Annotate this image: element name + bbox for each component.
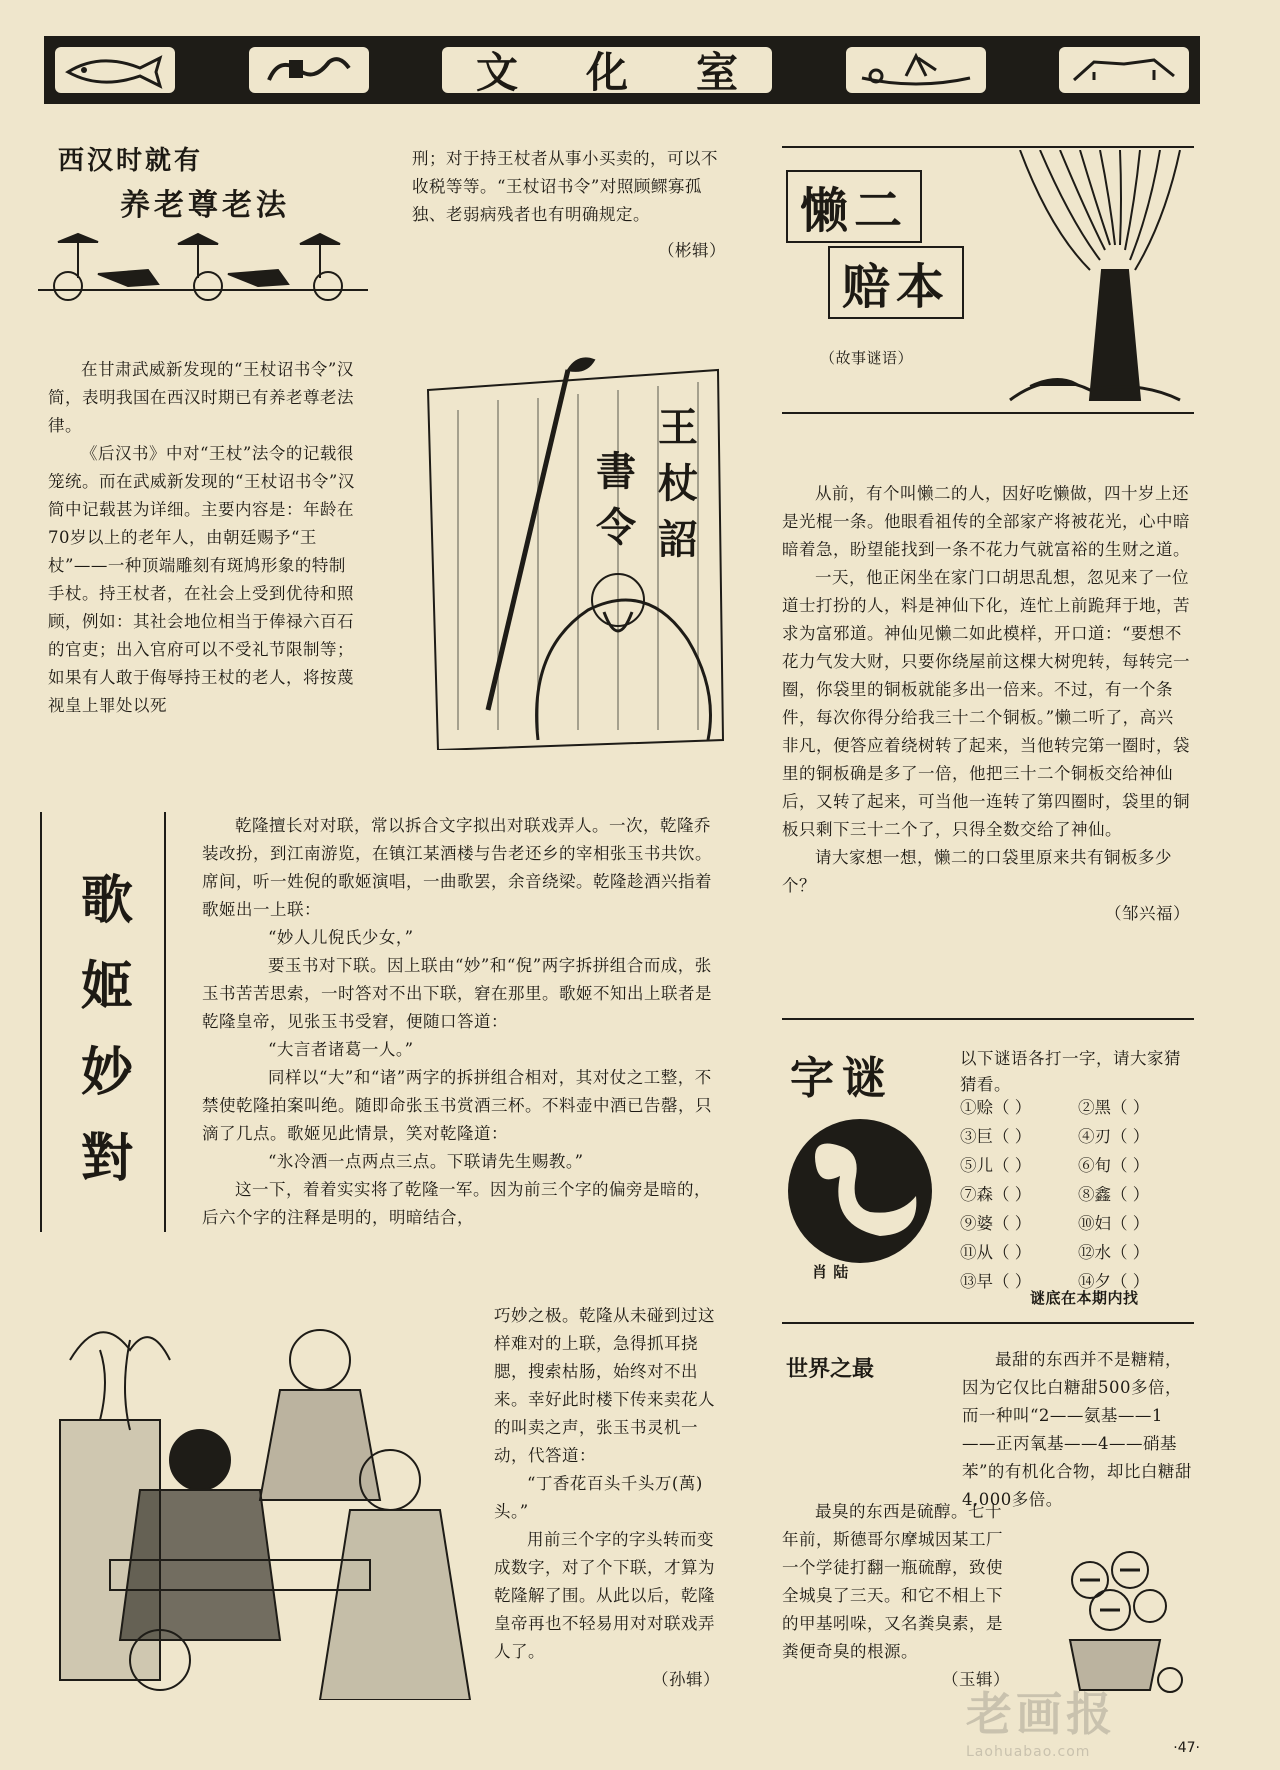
watermark-url: Laohuabao.com <box>966 1744 1091 1760</box>
article5-signature: （玉辑） <box>942 1670 1010 1689</box>
staff-label-char: 令 <box>596 504 636 551</box>
article2-title-char: 妙 <box>80 1042 133 1103</box>
watermark <box>966 1678 1116 1760</box>
article3-bottom-rule <box>782 412 1194 414</box>
riddle-item: ⑬早（ ） <box>960 1272 1032 1291</box>
banner-animal-icon <box>1059 47 1189 93</box>
article5-title: 世界之最 <box>786 1357 875 1382</box>
article1-title-line1: 西汉时就有 <box>58 146 204 176</box>
banner-title-char: 室 <box>695 48 738 97</box>
article1-body <box>48 356 356 720</box>
banner-title-char: 化 <box>585 48 628 97</box>
article3-signature: （邹兴福） <box>1105 904 1190 923</box>
banner-title <box>442 47 772 97</box>
article1-signature: （彬辑） <box>658 241 726 260</box>
article2-paragraph: 要玉书对下联。因上联由“妙”和“倪”两字拆拼组合而成，张玉书苦苦思索，一时答对不出下联，窘在那里。歌姬不知出上联者是乾隆皇帝，见张玉书受窘，便随口答道： <box>202 956 712 1031</box>
article2-couplet: “氷冷酒一点两点三点。下联请先生赐教。” <box>268 1152 584 1171</box>
banner-ornament-icon <box>249 47 369 93</box>
article1-continuation <box>412 145 726 265</box>
riddle-item: ④刃（ ） <box>1078 1127 1150 1146</box>
article3-paragraph: 请大家想一想，懒二的口袋里原来共有铜板多少个？ <box>782 848 1172 895</box>
article2-title-char: 歌 <box>80 870 133 931</box>
article4-intro: 以下谜语各打一字，请大家猜猜看。 <box>960 1049 1181 1094</box>
riddle-item: ⑫水（ ） <box>1078 1243 1150 1262</box>
riddle-item: ⑪从（ ） <box>960 1243 1032 1262</box>
article2-title-char: 姬 <box>80 956 133 1017</box>
article2-title-rule <box>164 812 166 1232</box>
banner-fish-icon <box>55 47 175 93</box>
article2-body <box>202 812 722 1232</box>
article4-footer: 谜底在本期内找 <box>1030 1289 1139 1307</box>
article5-paragraph: 最甜的东西并不是糖精，因为它仅比白糖甜500多倍，而一种叫“2——氨基——1——正丙氧基——4——硝基苯”的有机化合物，却比白糖甜4,000多倍。 <box>962 1350 1192 1509</box>
swan-emblem-illustration <box>780 1116 940 1266</box>
article2-couplet: “大言者诸葛一人。” <box>268 1040 414 1059</box>
article2-title-char: 對 <box>80 1128 133 1189</box>
riddle-item: ①赊（ ） <box>960 1098 1032 1117</box>
section-banner <box>44 36 1200 104</box>
article2-couplet: “丁香花百头千头万(萬)头。” <box>494 1474 703 1521</box>
article2-couplet: “妙人儿倪氏少女，” <box>268 928 414 947</box>
staff-label-col1 <box>658 400 704 568</box>
riddle-item: ⑨婆（ ） <box>960 1214 1032 1233</box>
article2-title <box>62 858 152 1202</box>
article3-paragraph: 从前，有个叫懒二的人，因好吃懒做，四十岁上还是光棍一条。他眼看祖传的全部家产将被花光，心中暗暗着急，盼望能找到一条不花力气就富裕的生财之道。 <box>782 484 1190 559</box>
riddle-item: ⑧鑫（ ） <box>1078 1185 1150 1204</box>
article2-paragraph: 同样以“大”和“诸”两字的拆拼组合相对，其对仗之工整，不禁使乾隆拍案叫绝。随即命张玉书赏酒三杯。不料壶中酒已告罄，只滴了几点。歌姬见此情景，笑对乾隆道： <box>202 1068 712 1143</box>
article1-continuation-text: 刑；对于持王杖者从事小买卖的，可以不收税等等。“王杖诏书令”对照顾鳏寡孤独、老弱病残者也有明确规定。 <box>412 149 718 224</box>
article2-narrow-body <box>494 1302 720 1694</box>
article2-paragraph: 巧妙之极。乾隆从未碰到过这样难对的上联，急得抓耳挠腮，搜索枯肠，始终对不出来。幸好此时楼下传来卖花人的叫卖之声，张玉书灵机一动，代答道： <box>494 1306 715 1465</box>
article2-signature: （孙辑） <box>652 1670 720 1689</box>
article3-top-rule <box>782 146 1194 148</box>
article1-paragraph: 在甘肃武威新发现的“王杖诏书令”汉简，表明我国在西汉时期已有养老尊老法律。 <box>48 360 354 435</box>
article1-paragraph: 《后汉书》中对“王杖”法令的记载很笼统。而在武威新发现的“王杖诏书令”汉简中记载甚为详细。主要内容是：年龄在70岁以上的老年人，由朝廷赐予“王杖”——一种顶端雕刻有斑鸠形象的特制手杖。持王杖者，在社会上受到优待和照顾，例如：其社会地位相当于俸禄六百石的官吏；出入官府可以不受礼节限制等；如果有人敢于侮辱持王杖的老人，将按蔑视皇上罪处以死 <box>48 444 355 715</box>
article2-paragraph: 用前三个字的字头转而变成数字，对了个下联，才算为乾隆解了围。从此以后，乾隆皇帝再也不轻易用对对联戏弄人了。 <box>494 1530 715 1661</box>
article3-title-line2: 赔本 <box>828 246 964 319</box>
banquet-scene-illustration <box>40 1300 480 1700</box>
article3-title-line1: 懒二 <box>786 170 922 243</box>
riddle-item: ⑭夕（ ） <box>1078 1272 1150 1291</box>
banner-title-char: 文 <box>475 48 518 97</box>
carriage-procession-illustration <box>38 230 368 310</box>
riddle-item: ②黑（ ） <box>1078 1098 1150 1117</box>
article2-left-rule <box>40 812 42 1232</box>
article5-paragraph: 最臭的东西是硫醇。七十年前，斯德哥尔摩城因某工厂一个学徒打翻一瓶硫醇，致使全城臭了三天。和它不相上下的甲基吲哚，又名粪臭素，是粪便奇臭的根源。 <box>782 1502 1003 1661</box>
riddle-item: ③巨（ ） <box>960 1127 1032 1146</box>
article5-body2 <box>782 1498 1010 1694</box>
riddle-item: ⑥旬（ ） <box>1078 1156 1150 1175</box>
article5-body <box>782 1346 1194 1514</box>
banner-boat-icon <box>846 47 986 93</box>
article3-paragraph: 一天，他正闲坐在家门口胡思乱想，忽见来了一位道士打扮的人，料是神仙下化，连忙上前跪拜于地，苦求为富邪道。神仙见懒二如此模样，开口道：“要想不花力气发大财，只要你绕屋前这棵大树兜转，每转完一圈，你袋里的铜板就能多出一倍来。不过，有一个条件，每次你得分给我三十二个铜板。”懒二听了，高兴非凡，便答应着绕树转了起来，当他转完第一圈时，袋里的铜板确是多了一倍，他把三十二个铜板交给神仙后，又转了起来，可当他一连转了第四圈时，袋里的铜板只剩下三十二个了，只得全数交给了神仙。 <box>782 568 1190 839</box>
article3-body <box>782 480 1190 928</box>
riddle-item: ⑩妇（ ） <box>1078 1214 1150 1233</box>
article4-author: 肖 陆 <box>812 1263 849 1281</box>
riddle-item: ⑦森（ ） <box>960 1185 1032 1204</box>
staff-label-char: 詔 <box>658 516 698 563</box>
article4-title: 字谜 <box>790 1053 894 1104</box>
watermark-main: 老画报 <box>966 1687 1116 1741</box>
article2-paragraph: 乾隆擅长对对联，常以拆合文字拟出对联戏弄人。一次，乾隆乔装改扮，到江南游览，在镇江某酒楼与告老还乡的宰相张玉书共饮。席间，听一姓倪的歌姬演唱，一曲歌罢，余音绕梁。乾隆趁酒兴指着歌姬出一上联： <box>202 816 712 919</box>
flower-pot-illustration <box>1040 1540 1190 1700</box>
staff-label-char: 杖 <box>658 460 698 507</box>
article1-title-line2: 养老尊老法 <box>120 188 290 223</box>
staff-label-char: 王 <box>658 404 698 451</box>
tree-illustration <box>990 150 1190 412</box>
article3-subtitle: （故事谜语） <box>820 349 914 367</box>
staff-label-col2 <box>596 444 642 556</box>
page-number: ·47· <box>1173 1740 1200 1756</box>
riddle-list <box>960 1096 1196 1294</box>
riddle-item: ⑤儿（ ） <box>960 1156 1032 1175</box>
staff-label-char: 書 <box>596 448 636 495</box>
article4-top-rule <box>782 1018 1194 1020</box>
article2-paragraph: 这一下，着着实实将了乾隆一军。因为前三个字的偏旁是暗的，后六个字的注释是明的，明暗结合， <box>202 1180 711 1227</box>
article5-top-rule <box>782 1322 1194 1324</box>
